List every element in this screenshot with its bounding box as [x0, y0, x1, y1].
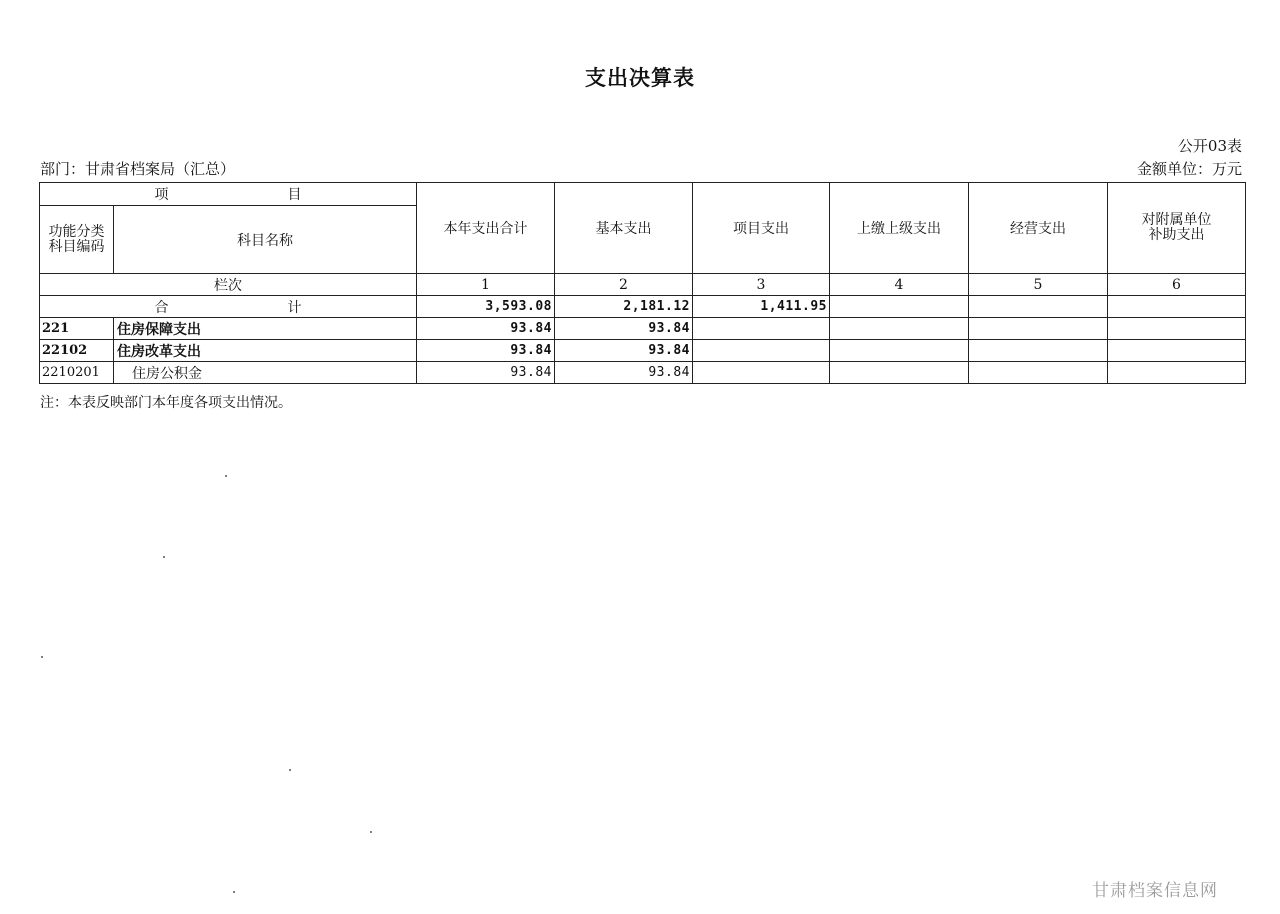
site-watermark: 甘肃档案信息网 — [1092, 881, 1218, 901]
col-index-3: 3 — [693, 274, 830, 296]
row-value — [693, 362, 830, 384]
scan-speck — [370, 831, 372, 833]
scan-speck — [289, 769, 291, 771]
row-value — [830, 318, 969, 340]
header-func-code-line2: 科目编码 — [48, 238, 105, 255]
header-item-group — [40, 183, 417, 206]
col-index-5: 5 — [969, 274, 1108, 296]
col-index-1: 1 — [417, 274, 555, 296]
department-label: 部门：甘肃省档案局（汇总） — [40, 160, 236, 178]
header-subsidy-expense — [1108, 183, 1246, 274]
scan-speck — [233, 891, 235, 893]
row-value — [969, 362, 1108, 384]
table-note: 注：本表反映部门本年度各项支出情况。 — [40, 395, 292, 411]
header-business-expense: 经营支出 — [969, 183, 1108, 274]
col-index-2: 2 — [555, 274, 693, 296]
expenditure-table — [39, 182, 1246, 384]
scan-speck — [225, 475, 227, 477]
row-value: 93.84 — [555, 318, 693, 340]
header-total-expense: 本年支出合计 — [417, 183, 555, 274]
total-value-4 — [830, 296, 969, 318]
header-item-group-a: 项 — [154, 187, 169, 203]
total-value-1: 3,593.08 — [417, 296, 555, 318]
row-value — [1108, 318, 1246, 340]
table-row — [40, 340, 1246, 362]
header-project-expense: 项目支出 — [693, 183, 830, 274]
row-name: 住房改革支出 — [114, 340, 417, 362]
total-row — [40, 296, 1246, 318]
total-value-6 — [1108, 296, 1246, 318]
col-index-4: 4 — [830, 274, 969, 296]
col-index-6: 6 — [1108, 274, 1246, 296]
header-item-group-b: 目 — [287, 187, 302, 203]
row-code: 221 — [40, 318, 114, 340]
row-value — [693, 340, 830, 362]
row-value — [969, 340, 1108, 362]
table-row — [40, 318, 1246, 340]
row-name: 住房保障支出 — [114, 318, 417, 340]
document-title: 支出决算表 — [585, 65, 695, 90]
table-number: 公开03表 — [1177, 137, 1242, 155]
row-value: 93.84 — [417, 340, 555, 362]
total-label-a: 合 — [154, 299, 169, 316]
header-subject-name: 科目名称 — [114, 206, 417, 274]
scan-speck — [163, 556, 165, 558]
total-value-2: 2,181.12 — [555, 296, 693, 318]
header-subsidy-line2: 补助支出 — [1148, 227, 1205, 243]
row-value — [830, 340, 969, 362]
header-subsidy-line1: 对附属单位 — [1141, 212, 1212, 228]
row-index-label: 栏次 — [40, 274, 417, 296]
amount-unit-label: 金额单位：万元 — [1136, 160, 1242, 178]
total-label-b: 计 — [287, 299, 302, 316]
row-value — [969, 318, 1108, 340]
header-upper-expense: 上缴上级支出 — [830, 183, 969, 274]
header-func-code-line1: 功能分类 — [48, 223, 105, 240]
scan-speck — [41, 656, 43, 658]
row-value — [830, 362, 969, 384]
row-value — [1108, 340, 1246, 362]
table-row — [40, 362, 1246, 384]
row-value — [693, 318, 830, 340]
total-value-3: 1,411.95 — [693, 296, 830, 318]
row-value: 93.84 — [417, 318, 555, 340]
row-code: 2210201 — [40, 362, 114, 384]
row-name: 住房公积金 — [114, 362, 417, 384]
total-label — [40, 296, 417, 318]
header-basic-expense: 基本支出 — [555, 183, 693, 274]
header-func-code — [40, 206, 114, 274]
row-value: 93.84 — [555, 340, 693, 362]
row-value — [1108, 362, 1246, 384]
row-code: 22102 — [40, 340, 114, 362]
row-value: 93.84 — [555, 362, 693, 384]
total-value-5 — [969, 296, 1108, 318]
row-value: 93.84 — [417, 362, 555, 384]
